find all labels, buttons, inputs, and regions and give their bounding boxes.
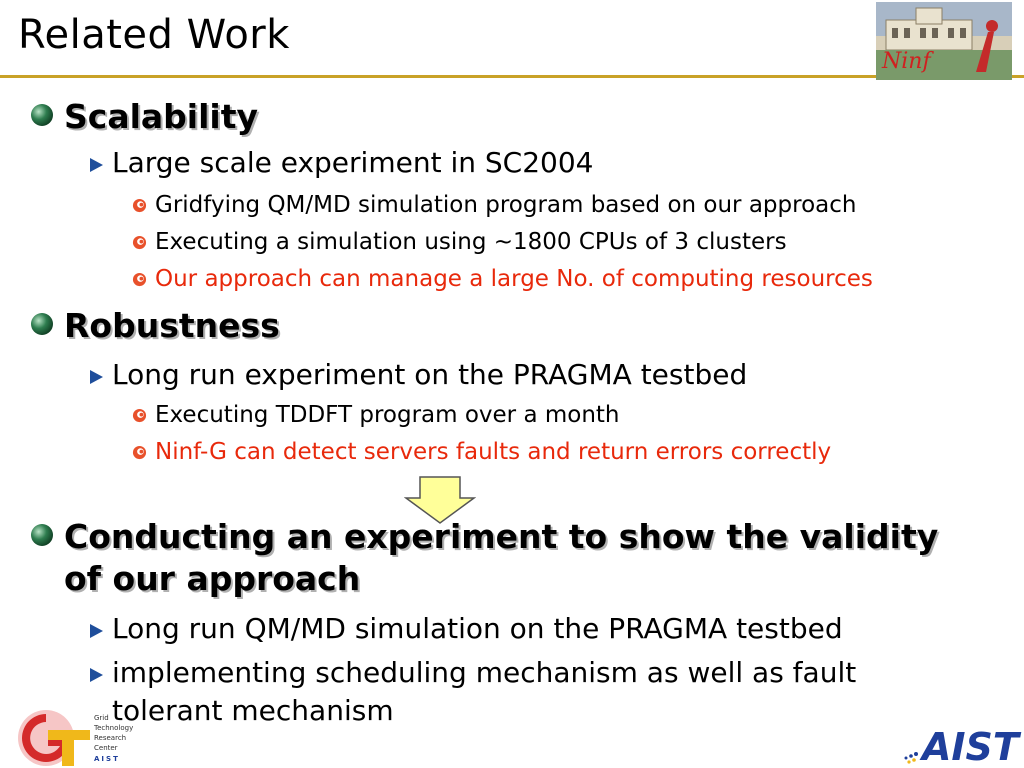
subsubbullet-tddft	[132, 399, 620, 432]
red-swirl-bullet-icon	[132, 235, 147, 250]
ninf-logo	[876, 2, 1012, 80]
grid-center-logo	[4, 706, 154, 768]
svg-text:Ninf: Ninf	[882, 49, 931, 74]
slide-title: Related Work	[18, 12, 290, 58]
subsubbullet-gridfying	[132, 189, 856, 222]
subbullet-sc2004	[88, 144, 593, 182]
text-scheduling-line1: implementing scheduling mechanism as well as fault	[112, 656, 857, 689]
heading-robustness: Robustness	[64, 306, 280, 345]
text-sc2004: Large scale experiment in SC2004	[112, 146, 594, 179]
subsubbullet-executing-cpus	[132, 226, 787, 259]
text-tddft: Executing TDDFT program over a month	[155, 402, 620, 428]
red-swirl-bullet-icon	[132, 408, 147, 423]
text-scheduling-line2: tolerant mechanism	[112, 694, 394, 727]
green-sphere-bullet-icon	[30, 103, 54, 127]
heading-conducting-line1: Conducting an experiment to show the validity	[64, 517, 939, 556]
subbullet-scheduling-mechanism	[88, 654, 856, 730]
svg-text:Technology: Technology	[94, 724, 134, 732]
text-manage-resources: Our approach can manage a large No. of computing resources	[155, 266, 873, 292]
bullet-robustness	[30, 305, 280, 347]
red-swirl-bullet-icon	[132, 198, 147, 213]
svg-text:Research: Research	[94, 734, 127, 742]
heading-scalability: Scalability	[64, 97, 259, 136]
subbullet-long-run-pragma	[88, 356, 747, 394]
svg-text:Center: Center	[94, 744, 118, 752]
blue-arrow-bullet-icon	[88, 157, 104, 173]
blue-arrow-bullet-icon	[88, 667, 104, 683]
text-long-run-pragma: Long run experiment on the PRAGMA testbed	[112, 358, 748, 391]
subsubbullet-manage-resources	[132, 263, 873, 296]
green-sphere-bullet-icon	[30, 523, 54, 547]
text-long-run-qmmd: Long run QM/MD simulation on the PRAGMA testbed	[112, 612, 843, 645]
blue-arrow-bullet-icon	[88, 623, 104, 639]
green-sphere-bullet-icon	[30, 312, 54, 336]
text-ninfg-faults: Ninf-G can detect servers faults and return errors correctly	[155, 439, 832, 465]
aist-logo	[900, 720, 1022, 766]
svg-text:Grid: Grid	[94, 714, 109, 722]
red-swirl-bullet-icon	[132, 272, 147, 287]
text-gridfying: Gridfying QM/MD simulation program based on our approach	[155, 192, 857, 218]
text-executing-cpus: Executing a simulation using ~1800 CPUs of 3 clusters	[155, 229, 787, 255]
subsubbullet-ninfg-faults	[132, 436, 831, 469]
svg-text:AIST: AIST	[94, 755, 120, 763]
blue-arrow-bullet-icon	[88, 369, 104, 385]
red-swirl-bullet-icon	[132, 445, 147, 460]
heading-conducting-line2: of our approach	[64, 559, 361, 598]
subbullet-long-run-qmmd	[88, 610, 843, 648]
bullet-conducting-experiment	[30, 516, 938, 600]
title-divider	[0, 75, 1024, 78]
svg-text:AIST: AIST	[922, 725, 1019, 766]
bullet-scalability	[30, 96, 258, 138]
